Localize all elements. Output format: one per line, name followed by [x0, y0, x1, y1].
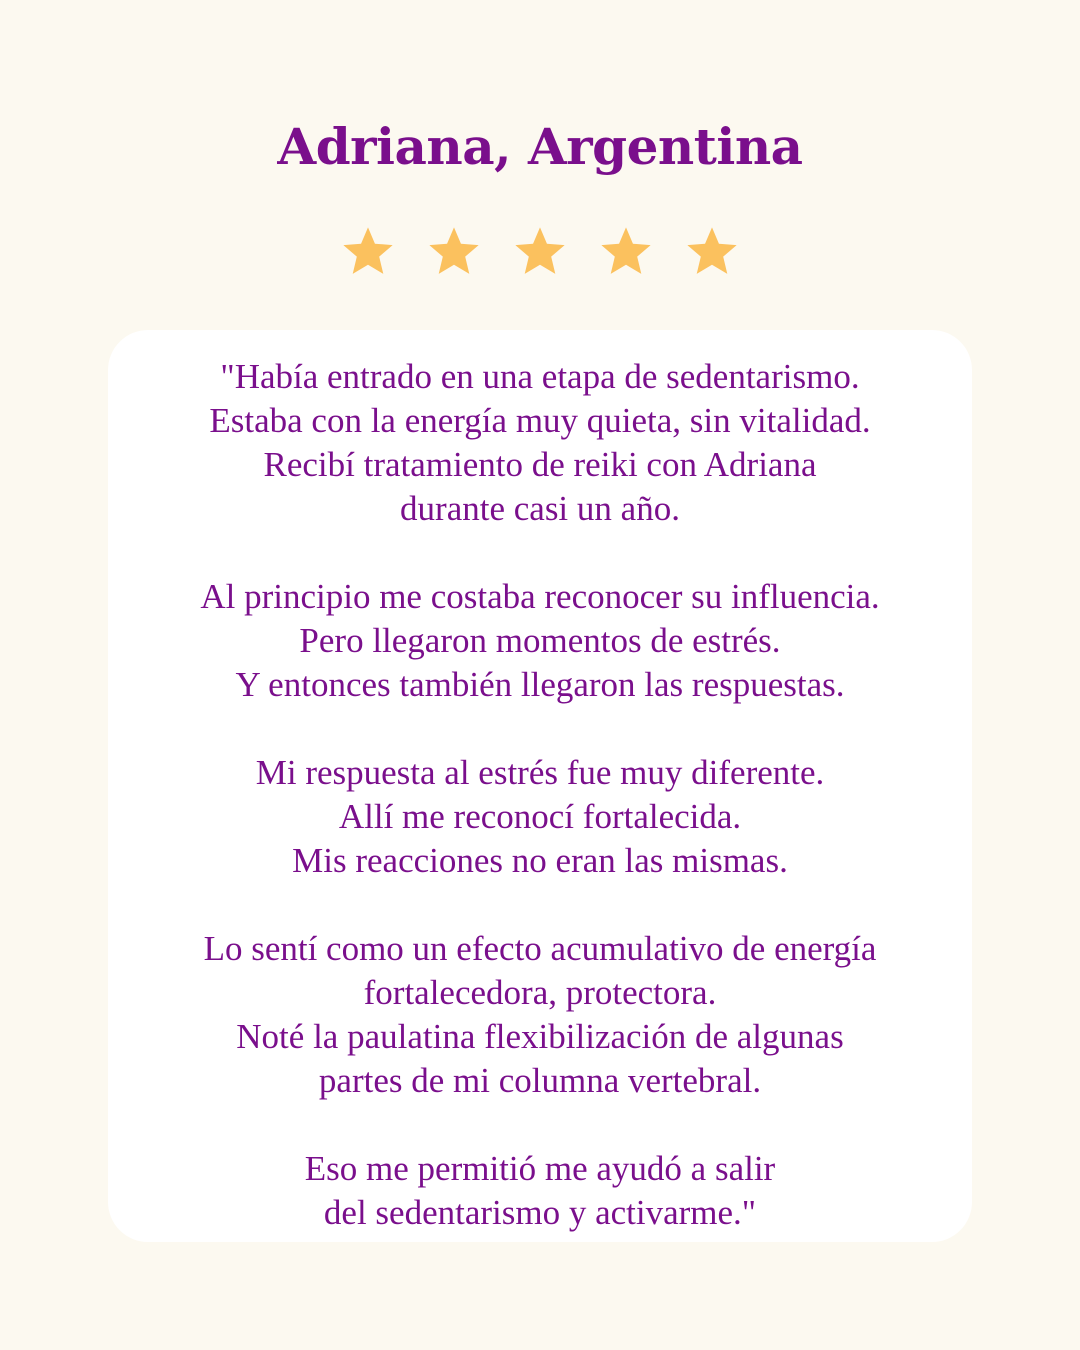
testimonial-line: Pero llegaron momentos de estrés.	[299, 621, 781, 660]
testimonial-paragraph	[108, 575, 972, 707]
testimonial-line: "Había entrado en una etapa de sedentarismo.	[220, 357, 860, 396]
star-icon	[427, 224, 481, 278]
author-name: Adriana, Argentina	[277, 117, 803, 176]
testimonial-paragraph	[108, 355, 972, 531]
testimonial-line: Y entonces también llegaron las respuestas.	[235, 665, 845, 704]
star-rating	[0, 224, 1080, 278]
star-icon	[685, 224, 739, 278]
testimonial-paragraph	[108, 751, 972, 883]
testimonial-line: Mi respuesta al estrés fue muy diferente.	[255, 753, 825, 792]
testimonial-line: Noté la paulatina flexibilización de algunas	[236, 1017, 844, 1056]
testimonial-line: Estaba con la energía muy quieta, sin vitalidad.	[209, 401, 871, 440]
testimonial-card	[108, 330, 972, 1242]
star-icon	[599, 224, 653, 278]
testimonial-paragraph	[108, 927, 972, 1103]
testimonial-line: Mis reacciones no eran las mismas.	[292, 841, 788, 880]
testimonial-line: partes de mi columna vertebral.	[318, 1061, 762, 1100]
star-icon	[341, 224, 395, 278]
testimonial-line: Al principio me costaba reconocer su influencia.	[200, 577, 880, 616]
testimonial-paragraph	[108, 1147, 972, 1235]
testimonial-line: Lo sentí como un efecto acumulativo de energía	[203, 929, 877, 968]
testimonial-line: fortalecedora, protectora.	[363, 973, 717, 1012]
testimonial-line: Allí me reconocí fortalecida.	[338, 797, 742, 836]
testimonial-line: del sedentarismo y activarme."	[323, 1193, 757, 1232]
testimonial-line: Recibí tratamiento de reiki con Adriana	[263, 445, 817, 484]
testimonial-line: durante casi un año.	[400, 489, 680, 528]
testimonial-line: Eso me permitió me ayudó a salir	[304, 1149, 776, 1188]
star-icon	[513, 224, 567, 278]
